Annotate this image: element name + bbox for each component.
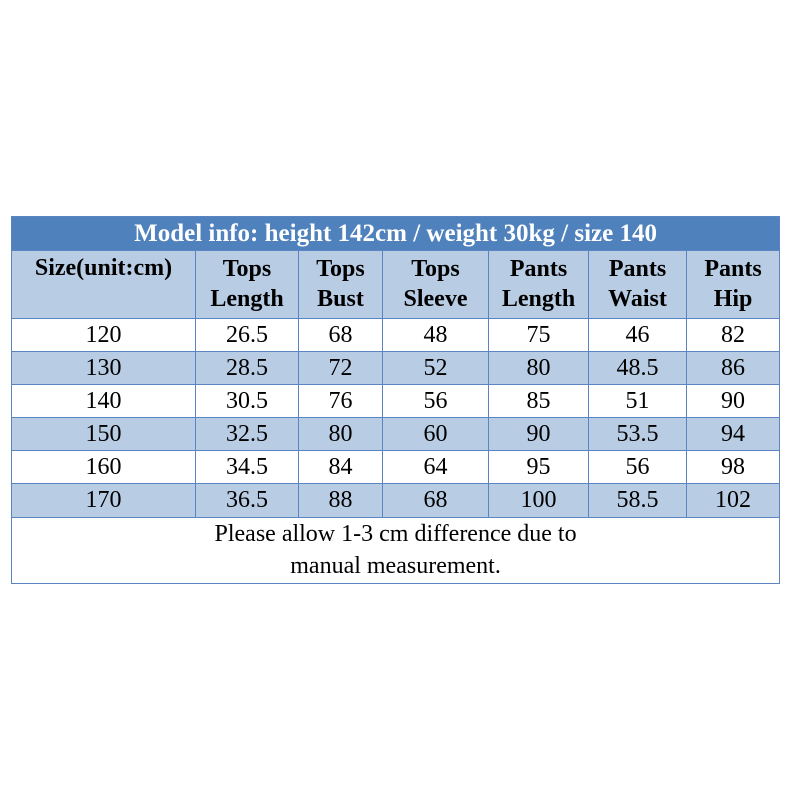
table-cell: 64: [383, 451, 489, 484]
table-row: [12, 484, 780, 517]
table-cell: 56: [383, 384, 489, 417]
table-cell: 28.5: [196, 351, 299, 384]
note-line-2: manual measurement.: [290, 553, 501, 580]
header-size: [12, 251, 196, 318]
table-cell: 94: [687, 418, 780, 451]
table-cell: 98: [687, 451, 780, 484]
table-cell: 160: [12, 451, 196, 484]
header-size-label: Size(unit:cm): [34, 255, 173, 282]
table-cell: 150: [12, 418, 196, 451]
title-row: [12, 217, 780, 251]
table-cell: 68: [383, 484, 489, 517]
table-cell: 75: [489, 318, 589, 351]
table-cell: 86: [687, 351, 780, 384]
header-tops-bust: [299, 251, 383, 318]
header-tops-sleeve: [383, 251, 489, 318]
table-cell: 58.5: [589, 484, 687, 517]
table-cell: 30.5: [196, 384, 299, 417]
table-cell: 32.5: [196, 418, 299, 451]
header-line-1: Pants: [608, 256, 667, 283]
table-cell: 46: [589, 318, 687, 351]
header-line-1: Pants: [704, 256, 762, 283]
header-line-2: Sleeve: [403, 286, 468, 313]
table-cell: 85: [489, 384, 589, 417]
table-cell: 76: [299, 384, 383, 417]
table-cell: 68: [299, 318, 383, 351]
table-cell: 53.5: [589, 418, 687, 451]
table-cell: 100: [489, 484, 589, 517]
table-row: [12, 318, 780, 351]
header-tops-length: [196, 251, 299, 318]
header-line-2: Length: [501, 286, 576, 313]
table-cell: 102: [687, 484, 780, 517]
table-cell: 72: [299, 351, 383, 384]
table-row: [12, 384, 780, 417]
table-cell: 60: [383, 418, 489, 451]
header-line-2: Bust: [317, 286, 364, 313]
table-cell: 90: [489, 418, 589, 451]
table-cell: 95: [489, 451, 589, 484]
table-cell: 51: [589, 384, 687, 417]
header-pants-hip: [687, 251, 780, 318]
table-cell: 80: [489, 351, 589, 384]
table-row: [12, 451, 780, 484]
table-cell: 52: [383, 351, 489, 384]
model-info-title: Model info: height 142cm / weight 30kg / size 140: [12, 217, 780, 251]
table-cell: 34.5: [196, 451, 299, 484]
note-line-1: Please allow 1-3 cm difference due to: [214, 521, 577, 548]
table-cell: 130: [12, 351, 196, 384]
table-row: [12, 418, 780, 451]
table-cell: 84: [299, 451, 383, 484]
header-row: [12, 251, 780, 318]
table-cell: 88: [299, 484, 383, 517]
header-pants-waist: [589, 251, 687, 318]
size-chart-table: [11, 216, 780, 584]
header-line-2: Hip: [713, 286, 753, 313]
header-line-2: Waist: [608, 286, 667, 313]
header-line-1: Tops: [316, 256, 365, 283]
header-line-2: Length: [210, 286, 284, 313]
table-cell: 48.5: [589, 351, 687, 384]
table-cell: 48: [383, 318, 489, 351]
table-cell: 80: [299, 418, 383, 451]
table-cell: 120: [12, 318, 196, 351]
table-cell: 26.5: [196, 318, 299, 351]
header-line-1: Tops: [411, 256, 460, 283]
header-line-1: Pants: [509, 256, 568, 283]
table-cell: 170: [12, 484, 196, 517]
table-cell: 90: [687, 384, 780, 417]
table-row: [12, 351, 780, 384]
table-cell: 140: [12, 384, 196, 417]
note-row: [12, 517, 780, 583]
table-cell: 82: [687, 318, 780, 351]
measurement-note: [12, 517, 780, 583]
header-pants-length: [489, 251, 589, 318]
table-cell: 36.5: [196, 484, 299, 517]
header-line-1: Tops: [222, 256, 272, 283]
table-cell: 56: [589, 451, 687, 484]
